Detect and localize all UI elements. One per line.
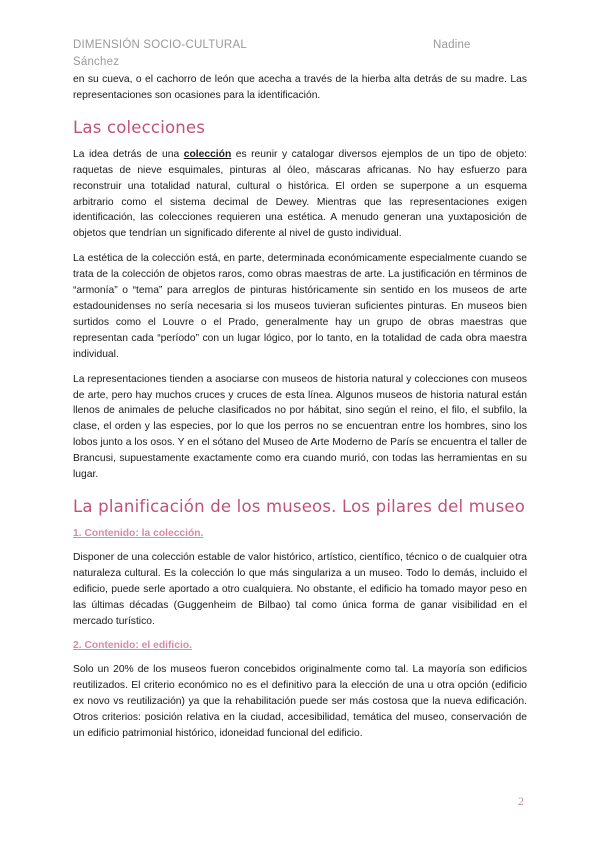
intro-paragraph: en su cueva, o el cachorro de león que acecha a través de la hierba alta detrás de su madre. Las representaciones son ocasiones para la identificación. xyxy=(73,74,527,101)
header-author-last: Sánchez xyxy=(73,56,120,68)
keyword-coleccion: colección xyxy=(183,148,232,160)
coleccion-paragraph: Disponer de una colección estable de valor histórico, artístico, científico, técnico o de cualquier otra naturaleza cultural. Es la colección lo que más singulariza a un museo. Todo lo demás, incluido el edificio, puede serle aportado a otro cualquiera. No obstante, el edificio ha tomado mayor peso en las últimas décadas (Guggenheim de Bilbao) tal como única forma de ganar visibilidad en el mercado turístico. xyxy=(73,551,527,627)
colecciones-paragraph-2: La estética de la colección está, en parte, determinada económicamente especialmente cuando se trata de la colección de objetos raros, como obras maestras de arte. La justificación en términos de “armonía” o “tema” para arreglos de pinturas históricamente sin sentido en los museos de arte estadounidenses no sería necesaria si los museos tuvieran suficientes pinturas. En museos bien surtidos como el Louvre o el Prado, generalmente hay un grupo de obras maestras que representan cada “período” con un lugar lógico, por lo tanto, en la totalidad de cada obra maestra individual. xyxy=(73,253,527,360)
section-title-colecciones: Las colecciones xyxy=(73,117,206,137)
paragraph-text-pre: La idea detrás de una xyxy=(73,148,184,160)
page-content xyxy=(73,72,527,742)
section-title-planificacion: La planificación de los museos. Los pilares del museo xyxy=(73,496,526,516)
header-course-title: DIMENSIÓN SOCIO-CULTURAL xyxy=(73,39,247,51)
subheading-edificio: 2. Contenido: el edificio. xyxy=(73,640,192,652)
page-number: 2 xyxy=(518,794,524,808)
colecciones-paragraph-3: La representaciones tienden a asociarse con museos de historia natural y colecciones con museos de arte, pero hay muchos cruces y cruces de esta línea. Algunos museos de historia natural están llenos de animales de peluche clasificados no por hábitat, sino según el reino, el filo, el subfilo, la clase, el orden y las especies, por lo que los perros no se encuentran entre los hombres, sino los lobos junto a los osos. Y en el sótano del Museo de Arte Moderno de París se encuentra el taller de Brancusi, supuestamente exactamente como era cuando murió, con todas las herramientas en su lugar. xyxy=(73,373,527,481)
colecciones-paragraph-1 xyxy=(73,147,527,242)
paragraph-text-post: es reunir y catalogar diversos ejemplos de un tipo de objeto: raquetas de nieve esquimales, pinturas al óleo, máscaras africanas. No hay esfuerzo para reconstruir una totalidad natural, cultural o histórica. El orden se superpone a un esquema arbitrario como el sistema decimal de Dewey. Mientras que las representaciones exigen identificación, las colecciones requieren una estética. A menudo generan una yuxtaposición de objetos que tendrían un significado diferente al nivel de gusto individual. xyxy=(73,148,527,240)
subheading-coleccion: 1. Contenido: la colección. xyxy=(73,527,204,539)
header-author-first: Nadine xyxy=(433,39,471,51)
edificio-paragraph: Solo un 20% de los museos fueron concebidos originalmente como tal. La mayoría son edificios reutilizados. El criterio económico no es el definitivo para la elección de una u otra opción (edificio ex novo vs reutilización) ya que la rehabilitación puede ser más costosa que la nueva edificación. Otros criterios: posición relativa en la ciudad, accesibilidad, temática del museo, conservación de un edificio patrimonial histórico, idoneidad funcional del edificio. xyxy=(73,664,527,740)
